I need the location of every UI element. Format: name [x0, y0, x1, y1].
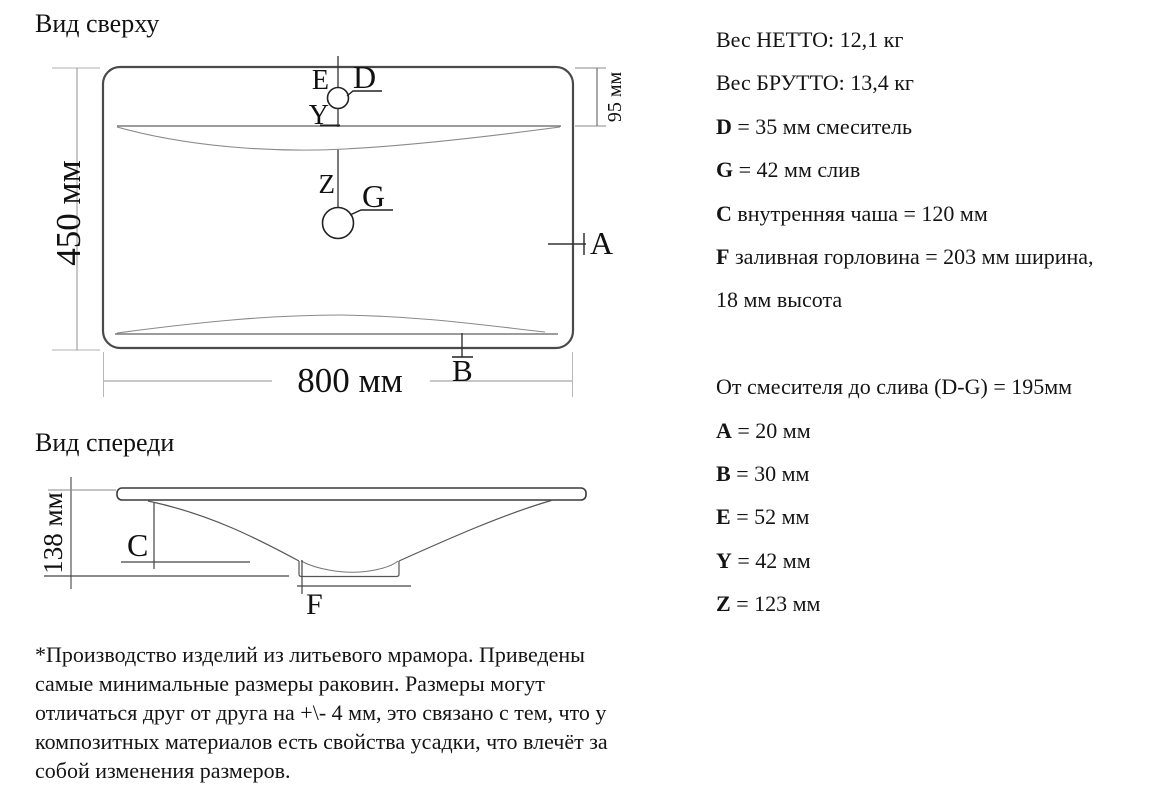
countertop-bar — [117, 488, 586, 500]
label-c: C — [127, 527, 149, 563]
drain-profile — [299, 561, 399, 577]
label-f: F — [306, 588, 323, 621]
faucet-hole — [328, 88, 349, 109]
spec-line-f-neck-height: 18 мм высота — [716, 287, 843, 313]
spec-line-net-weight: Вес НЕТТО: 12,1 кг — [716, 27, 904, 52]
label-b: B — [452, 353, 473, 388]
label-a: A — [590, 225, 614, 261]
label-z: Z — [318, 169, 335, 199]
drain-hole — [323, 208, 354, 239]
basin-rim-curve — [117, 127, 560, 150]
label-d: D — [353, 59, 377, 95]
front-view-title: Вид спереди — [35, 428, 175, 457]
spec-line-y: Y = 42 мм — [716, 547, 811, 573]
dim-800-label: 800 мм — [297, 361, 403, 400]
spec-line-c-bowl: C внутренняя чаша = 120 мм — [716, 200, 988, 226]
bottom-edge-curve — [117, 315, 545, 333]
footnote-line: *Производство изделий из литьевого мрамора. Приведены — [35, 642, 585, 667]
footnote — [35, 640, 660, 785]
spec-line-g-drain: G = 42 мм слив — [716, 157, 861, 183]
dim-95-label: 95 мм — [604, 71, 626, 123]
footnote-line: самые минимальные размеры раковин. Размеры могут — [35, 671, 545, 696]
dim-138-label: 138 мм — [38, 492, 68, 574]
footnote-line: собой изменения размеров. — [35, 758, 291, 783]
basin-profile-left — [148, 501, 299, 561]
label-g: G — [362, 178, 386, 214]
footnote-line: композитных материалов есть свойства усадки, что влечёт за — [35, 729, 608, 754]
basin-profile-right — [399, 500, 553, 561]
basin-bottom-curve — [301, 561, 398, 572]
spec-line-z: Z = 123 мм — [716, 591, 821, 617]
footnote-line: отличаться друг от друга на +\- 4 мм, это связано с тем, что у — [35, 700, 607, 725]
label-y: Y — [308, 100, 329, 131]
top-view-title: Вид сверху — [35, 9, 160, 38]
spec-line-dg-distance: От смесителя до слива (D-G) = 195мм — [716, 374, 1073, 400]
specs-panel — [716, 18, 1146, 625]
spec-line-e: E = 52 мм — [716, 504, 810, 530]
top-view-drawing — [0, 0, 660, 415]
spec-line-d-faucet: D = 35 мм смеситель — [716, 113, 913, 139]
label-e: E — [311, 65, 329, 96]
spec-spacer — [716, 322, 1146, 365]
dim-450-label: 450 мм — [49, 160, 88, 266]
front-view-drawing — [0, 420, 660, 635]
spec-line-f-neck: F заливная горловина = 203 мм ширина, — [716, 243, 1094, 269]
spec-line-gross-weight: Вес БРУТТО: 13,4 кг — [716, 70, 914, 96]
spec-line-a: A = 20 мм — [716, 417, 811, 443]
spec-line-b: B = 30 мм — [716, 460, 810, 486]
